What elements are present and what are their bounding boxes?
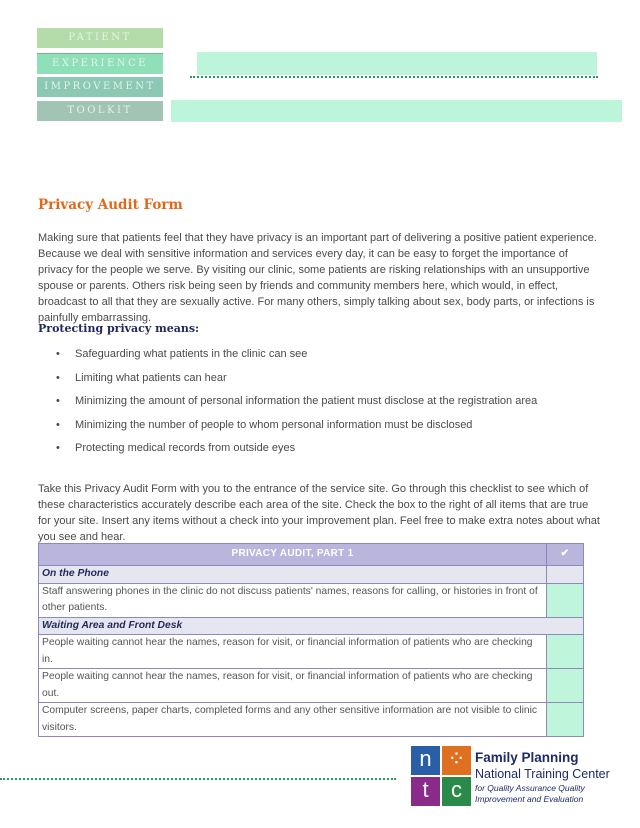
page-title: Privacy Audit Form [38,197,183,213]
header-band-top [197,52,597,75]
header-band-bottom [171,100,622,122]
checkbox-cell[interactable] [547,566,584,584]
list-item: • Minimizing the amount of personal information the patient must disclose at the registration area [56,395,538,407]
table-row: People waiting cannot hear the names, reason for visit, or financial information of patients who are checking out. [39,669,547,703]
list-item: • Minimizing the number of people to whom personal information must be disclosed [56,418,473,431]
header-word-improvement: IMPROVEMENT [37,77,163,97]
header-word-experience: EXPERIENCE [37,53,163,74]
checkbox-cell[interactable] [547,635,584,669]
subheading: Protecting privacy means: [38,322,200,335]
check-header: ✔ [547,544,584,566]
org-tagline: for Quality Assurance Quality Improvement and Evaluation [475,783,585,804]
table-row: Staff answering phones in the clinic do not discuss patients' names, reasons for calling, or histories in front of other patients. [39,583,547,617]
checkbox-cell[interactable] [547,703,584,737]
instructions-paragraph: Take this Privacy Audit Form with you to the entrance of the service site. Go through this checklist to see which of these characteristics accurately describe each area of the site. Check the box to the right of all items that are true for your site. Insert any items without a check into your improvement plan. Feel free to make extra notes about what you see and hear. [38,483,600,543]
bullet-list [56,346,537,464]
list-item: • Protecting medical records from outside eyes [56,442,296,454]
privacy-audit-table [38,543,584,737]
header-word-toolkit: TOOLKIT [37,101,163,121]
list-item: • Safeguarding what patients in the clinic can see [56,348,308,360]
footer-dotted-line [0,778,396,780]
checkbox-cell[interactable] [547,669,584,703]
table-row: Computer screens, paper charts, completed forms and any other sensitive information are not visible to clinic visitors. [39,703,547,737]
header-dotted-line [190,76,598,78]
logo-dots-icon: ⁘ [442,746,471,775]
org-subname: National Training Center [475,767,610,781]
ntc-logo: n ⁘ t c [411,746,471,806]
header-word-patient: PATIENT [37,28,163,48]
intro-paragraph: Making sure that patients feel that they have privacy is an important part of delivering a positive patient experience. Because we deal with sensitive information and services every day, it can be easy to forget the importance of privacy for the people we serve. By visiting our clinic, some patients are risking relationships with an unsupportive spouse or parents. Others risk being seen by friends and community members here, which would, in effect, broadcast to all that they are sexually active. For many others, simply talking about sex, body parts, or infections is painfully embarrassing. [38,232,597,324]
table-header: PRIVACY AUDIT, PART 1 [39,544,547,566]
checkbox-cell[interactable] [547,583,584,617]
section-title: On the Phone [39,566,547,584]
org-name: Family Planning [475,750,579,765]
list-item: • Limiting what patients can hear [56,371,227,384]
section-title: Waiting Area and Front Desk [39,617,584,635]
table-row: People waiting cannot hear the names, reason for visit, or financial information of patients who are checking in. [39,635,547,669]
